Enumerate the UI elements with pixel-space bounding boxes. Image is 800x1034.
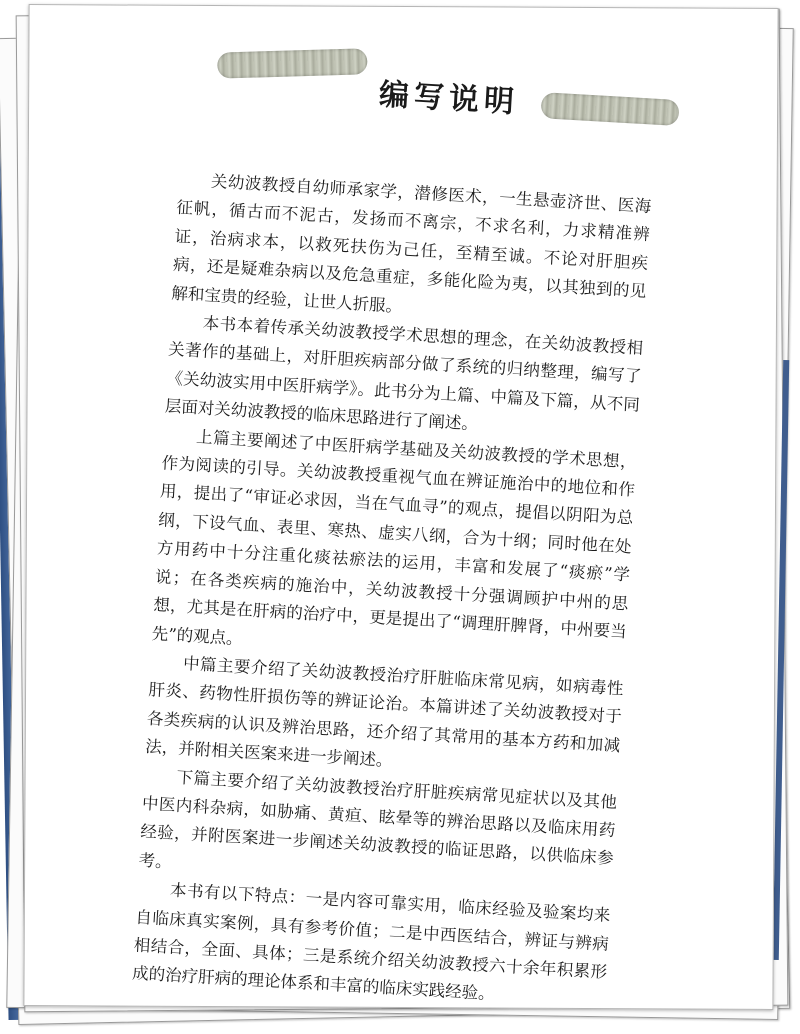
title-decoration-right xyxy=(540,92,679,126)
page-title: 编写说明 xyxy=(378,77,520,121)
paragraph-purpose: 本书本着传承关幼波教授学术思想的理念，在关幼波教授相关著作的基础上，对肝胆疾病部分做了系统的归纳整理，编写了《关幼波实用中医肝病学》。此书分为上篇、中篇及下篇，从不同层面对关幼波教授的临床思路进行了阐述。 xyxy=(164,313,644,434)
paragraph-intro: 关幼波教授自幼师承家学，潜修医术，一生悬壶济世、医海征帆，循古而不泥古，发扬而不离宗，不求名利，力求精准辨证，治病求本，以救死扶伤为己任，至精至诚。不论对肝胆疾病，还是疑难杂病以及危急重症，多能化险为夷，以其独到的见解和宝贵的经验，让世人折服。 xyxy=(170,171,652,316)
paragraph-part-one: 上篇主要阐述了中医肝病学基础及关幼波教授的学术思想，作为阅读的引导。关幼波教授重视气血在辨证施治中的地位和作用，提出了“审证必求因，当在气血寻”的观点，提倡以阴阳为总纲，下设气血、表里、寒热、虚实八纲，合为十纲；同时他在处方用药中十分注重化痰祛瘀法的运用，丰富和发展了“痰瘀”学说；在各类疾病的施治中，关幼波教授十分强调顾护中州的思想，尤其是在肝病的治疗中，更是提出了“调理肝脾肾，中州要当先”的观点。 xyxy=(151,426,638,648)
paragraph-features: 本书有以下特点：一是内容可靠实用，临床经验及验案均来自临床真实案例，具有参考价值；二是中西医结合，辨证与辨病相结合，全面、具体；三是系统介绍关幼波教授六十余年积累形成的治疗肝病的理论体系和丰富的临床实践经验。 xyxy=(131,880,611,1004)
paragraph-part-three: 下篇主要介绍了关幼波教授治疗肝脏疾病常见症状以及其他中医内科杂病，如胁痛、黄疸、眩晕等的辨治思路以及临床用药经验，并附医案进一步阐述关幼波教授的临证思路，以供临床参考。 xyxy=(138,767,618,872)
paragraph-part-two: 中篇主要介绍了关幼波教授治疗肝脏临床常见病，如病毒性肝炎、药物性肝损伤等的辨证论治。本篇讲述了关幼波教授对于各类疾病的认识及辨治思路，还介绍了其常用的基本方药和加减法，并附相关医案来进一步阐述。 xyxy=(144,653,624,771)
document-page xyxy=(23,4,778,1010)
body-text xyxy=(131,166,652,1010)
title-decoration-left xyxy=(217,48,368,78)
